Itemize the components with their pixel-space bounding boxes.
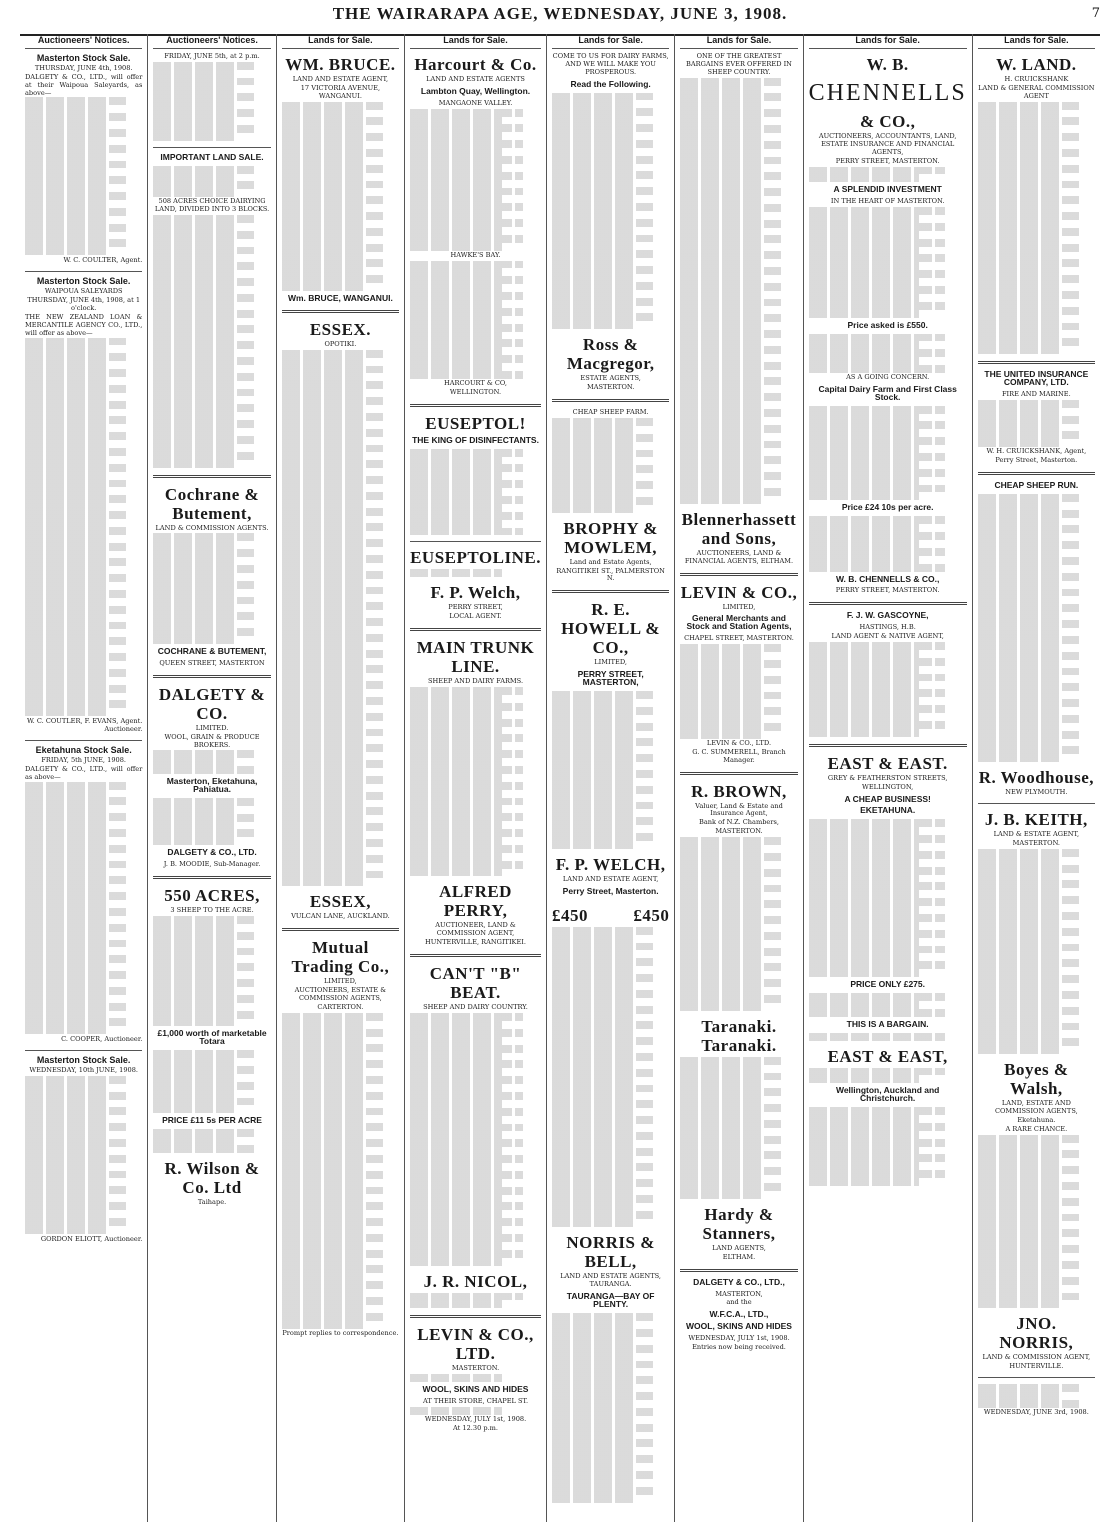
advert-location: EKETAHUNA.	[860, 805, 916, 816]
advert-subheading: AS A GOING CONCERN.	[846, 372, 930, 381]
advert-title: R. Woodhouse,	[978, 768, 1094, 788]
advert-title: Mutual Trading Co.,	[291, 938, 390, 977]
column-4	[405, 34, 547, 1522]
notice-signature: C. COOPER, Auctioneer.	[61, 1035, 143, 1044]
advert-signature: HARCOURT & CO,	[444, 378, 507, 387]
advert-title: J. R. NICOL,	[423, 1271, 528, 1291]
advert-location: MASTERTON.	[586, 383, 635, 392]
advert-subtitle: FIRE AND MARINE.	[1001, 389, 1071, 398]
advert-title: Hardy & Stanners,	[702, 1204, 776, 1243]
advert-title: ALFRED PERRY,	[439, 882, 512, 921]
advert-address: PERRY STREET, MASTERTON.	[835, 586, 940, 595]
notice-heading: Eketahuna Stock Sale.	[35, 745, 132, 756]
advert-title: DALGETY & CO., LTD.	[167, 847, 257, 858]
advert-address: RANGITIKEI ST., PALMERSTON N.	[556, 566, 665, 583]
advert-subtitle: AUCTIONEERS, ACCOUNTANTS, LAND, ESTATE INSURANCE AND FINANCIAL AGENTS,	[818, 131, 957, 156]
advert-locations: Masterton, Eketahuna, Pahiatua.	[166, 776, 258, 794]
advert-highlight: £1,000 worth of marketable Totara	[157, 1028, 267, 1047]
advert-signature: G. C. SUMMERELL, Branch Manager.	[692, 747, 786, 764]
advert-subheading: HAWKE'S BAY.	[450, 250, 501, 259]
notice-signature: W. C. COUTLER, F. EVANS, Agent. Auctioneer.	[27, 717, 143, 734]
advert-address: GREY & FEATHERSTON STREETS,	[827, 773, 948, 782]
advert-title: Harcourt & Co.	[414, 54, 537, 74]
column-header: Auctioneers' Notices.	[25, 34, 142, 49]
advert-subtitle: ESTATE AGENTS,	[580, 374, 641, 383]
advert-subtitle: QUEEN STREET, MASTERTON	[159, 658, 265, 667]
advert-location: HUNTERVILLE.	[1009, 1362, 1064, 1371]
notice-date: WEDNESDAY, 10th JUNE, 1908.	[29, 1066, 139, 1074]
column-header: Lands for Sale.	[282, 34, 399, 49]
advert-subtitle: LAND & GENERAL COMMISSION AGENT	[978, 83, 1095, 100]
advert-price: Price asked is £550.	[847, 319, 928, 330]
advert-location: Eketahuna.	[1017, 1115, 1056, 1124]
advert-subtitle: Taihape.	[197, 1197, 227, 1206]
advert-location: MASTERTON,	[715, 1289, 763, 1298]
page-number: 7	[1091, 6, 1100, 21]
advert-title: THE UNITED INSURANCE COMPANY, LTD.	[984, 369, 1089, 388]
column-5	[547, 34, 675, 1522]
column-header: Lands for Sale.	[680, 34, 797, 49]
advert-price: Price £24 10s per acre.	[841, 502, 934, 513]
advert-signature: W. H. CRUICKSHANK, Agent,	[986, 447, 1087, 456]
imprint-date: WEDNESDAY, JUNE 3rd, 1908.	[983, 1407, 1089, 1416]
notice-signature: W. C. COULTER, Agent.	[63, 256, 143, 265]
advert-title: MAIN TRUNK LINE.	[416, 638, 535, 677]
advert-price: £450	[633, 905, 670, 925]
advert-subtitle: PERRY STREET,	[448, 603, 503, 612]
advert-location: CARTERTON.	[317, 1003, 364, 1011]
advert-subtitle: LIMITED,	[722, 602, 756, 611]
advert-address: Lambton Quay, Wellington.	[420, 85, 531, 96]
advert-subtitle: H. CRUICKSHANK	[1004, 74, 1069, 83]
advert-location: ELTHAM.	[722, 1252, 756, 1261]
advert-subtitle: LIMITED.	[195, 723, 229, 732]
advert-address: PERRY STREET, MASTERTON,	[577, 669, 644, 688]
advert-subtitle: J. B. MOODIE, Sub-Manager.	[163, 860, 261, 869]
advert-title: R. Wilson & Co. Ltd	[164, 1158, 260, 1197]
advert-title: R. E. HOWELL & CO.,	[561, 600, 661, 658]
advert-subtitle: AUCTIONEER, LAND & COMMISSION AGENT,	[435, 921, 516, 938]
advert-subtitle: LAND & COMMISSION AGENT,	[982, 1353, 1091, 1362]
advert-location: HASTINGS, H.B.	[859, 623, 916, 632]
advert-title: COCHRANE & BUTEMENT,	[157, 645, 267, 656]
advert-subtitle: AUCTIONEERS, LAND & FINANCIAL AGENTS, ELTHAM.	[684, 548, 794, 565]
advert-subheading: MANGAONE VALLEY.	[438, 98, 513, 107]
advert-subtitle: SHEEP AND DAIRY COUNTRY.	[423, 1003, 528, 1012]
column-6	[675, 34, 803, 1522]
advert-title: Cochrane & Butement,	[164, 484, 260, 523]
advert-subtitle: THE KING OF DISINFECTANTS.	[412, 434, 539, 445]
advert-title: ESSEX.	[309, 319, 371, 339]
advert-title: F. P. Welch,	[430, 583, 521, 603]
advert-subtitle: WOOL, GRAIN & PRODUCE BROKERS.	[164, 732, 260, 749]
advert-subtitle: and the	[726, 1298, 752, 1307]
advert-price: PRICE ONLY £275.	[850, 979, 925, 990]
advert-subheading: A SPLENDID INVESTMENT	[833, 184, 942, 195]
advert-signature: Wm. BRUCE, WANGANUI.	[287, 293, 393, 303]
advert-title: CHENNELLS	[808, 79, 967, 106]
advert-lead: ONE OF THE GREATEST BARGAINS EVER OFFERED IN SHEEP COUNTRY.	[686, 51, 792, 76]
advert-title: JNO. NORRIS,	[999, 1314, 1074, 1353]
advert-time: At 12.30 p.m.	[453, 1423, 499, 1432]
notice-subheading: 508 ACRES CHOICE DAIRYING LAND, DIVIDED INTO 3 BLOCKS.	[154, 197, 270, 214]
advert-footer: Prompt replies to correspondence.	[282, 1328, 399, 1337]
advert-subheading: IN THE HEART OF MASTERTON.	[830, 197, 945, 206]
advert-title: W. B.	[866, 54, 909, 74]
advert-subtitle: Bank of N.Z. Chambers,	[699, 818, 779, 827]
advert-highlight: WOOL, SKINS AND HIDES	[422, 1384, 529, 1395]
advert-price: PRICE £11 5s PER ACRE	[162, 1115, 262, 1126]
notice-date: THURSDAY, JUNE 4th, 1908, at 1 o'clock.	[27, 295, 141, 312]
advert-title: EAST & EAST,	[827, 1046, 948, 1066]
advert-title: CAN'T "B" BEAT.	[429, 964, 522, 1003]
advert-date: WEDNESDAY, JULY 1st, 1908.	[424, 1414, 527, 1423]
advert-title: LEVIN & CO.,	[680, 582, 798, 602]
advert-address: AT THEIR STORE, CHAPEL ST.	[422, 1397, 529, 1406]
notice-subheading: WAIPOUA SALEYARDS	[44, 287, 123, 296]
advert-title: J. B. KEITH,	[984, 810, 1088, 830]
advert-subtitle: LAND AND ESTATE AGENT,	[562, 874, 659, 883]
advert-location: MASTERTON.	[451, 1364, 500, 1373]
notice-heading: IMPORTANT LAND SALE.	[160, 151, 264, 162]
notice-date: FRIDAY, JUNE 5th, at 2 p.m.	[164, 51, 260, 60]
advert-signature: LEVIN & CO., LTD.	[706, 738, 772, 747]
column-header: Auctioneers' Notices.	[153, 34, 270, 49]
advert-subtitle: LAND AND ESTATE AGENTS,	[560, 1271, 661, 1280]
advert-title: CHEAP SHEEP RUN.	[994, 480, 1079, 490]
advert-title: LEVIN & CO., LTD.	[417, 1325, 534, 1364]
advert-title: BROPHY & MOWLEM,	[563, 518, 658, 557]
advert-subtitle: LAND AND ESTATE AGENT,	[292, 74, 389, 83]
advert-subheading: Capital Dairy Farm and First Class Stock.	[818, 383, 957, 402]
advert-subtitle: LAND AGENTS,	[712, 1243, 766, 1252]
advert-address: Perry Street, Masterton.	[562, 885, 659, 896]
advert-price: £450	[551, 905, 588, 925]
column-3	[277, 34, 405, 1522]
advert-title: Boyes & Walsh,	[1004, 1060, 1069, 1099]
advert-title: DALGETY & CO.	[158, 684, 266, 723]
advert-subtitle: 3 SHEEP TO THE ACRE.	[170, 906, 254, 915]
advert-title: WM. BRUCE.	[285, 54, 396, 74]
advert-title: DALGETY & CO., LTD.,	[693, 1276, 785, 1287]
advert-title: EAST & EAST.	[827, 753, 948, 773]
notice-lead: DALGETY & CO., LTD., will offer as above—	[25, 764, 143, 781]
advert-title: W. LAND.	[996, 54, 1077, 74]
advert-highlight: WOOL, SKINS AND HIDES	[686, 1321, 792, 1332]
advert-signature: W. B. CHENNELLS & CO.,	[835, 573, 940, 584]
advert-subheading: THIS IS A BARGAIN.	[846, 1018, 929, 1029]
newspaper-title: THE WAIRARAPA AGE, WEDNESDAY, JUNE 3, 1908.	[332, 4, 788, 23]
advert-footer: Entries now being received.	[692, 1343, 786, 1352]
advert-title: F. P. WELCH,	[555, 854, 666, 874]
advert-title: 550 ACRES,	[164, 886, 260, 906]
advert-subtitle: Land and Estate Agents,	[569, 557, 652, 566]
column-header: Lands for Sale.	[552, 34, 669, 49]
column-header: Lands for Sale.	[410, 34, 541, 49]
advert-address: Perry Street, Masterton.	[995, 456, 1078, 465]
advert-locations: Wellington, Auckland and Christchurch.	[835, 1085, 940, 1104]
advert-title: F. J. W. GASCOYNE,	[846, 610, 929, 621]
advert-subtitle: VULCAN LANE, AUCKLAND.	[291, 912, 390, 921]
masthead	[20, 4, 1100, 36]
advert-title: Ross & Macgregor,	[566, 335, 655, 374]
advert-subtitle: LAND & COMMISSION AGENTS.	[155, 523, 269, 532]
advert-location: MASTERTON.	[1012, 839, 1061, 847]
advert-subtitle: OPOTIKI.	[324, 339, 357, 348]
column-8	[973, 34, 1100, 1522]
notice-date: THURSDAY, JUNE 4th, 1908.	[34, 63, 133, 72]
column-2	[148, 34, 276, 1522]
advert-subheading: TAURANGA—BAY OF PLENTY.	[566, 1291, 655, 1310]
column-header: Lands for Sale.	[978, 34, 1095, 49]
notice-lead: THE NEW ZEALAND LOAN & MERCANTILE AGENCY CO., LTD., will offer as above—	[25, 312, 143, 337]
advert-subtitle: HUNTERVILLE, RANGITIKEI.	[425, 938, 526, 947]
advert-lead: COME TO US FOR DAIRY FARMS, AND WE WILL MAKE YOU PROSPEROUS.	[552, 51, 669, 76]
column-header: Lands for Sale.	[809, 34, 967, 49]
advert-subtitle: AUCTIONEERS, ESTATE & COMMISSION AGENTS,	[294, 986, 387, 1003]
notice-heading: Masterton Stock Sale.	[36, 276, 131, 287]
advert-subtitle: LIMITED,	[324, 977, 357, 986]
advert-title: W.F.C.A., LTD.,	[709, 1309, 769, 1320]
notice-signature: GORDON ELIOTT, Auctioneer.	[40, 1234, 143, 1243]
advert-subtitle: LAND & ESTATE AGENT,	[993, 830, 1080, 839]
advert-location: TAURANGA.	[589, 1280, 632, 1289]
advert-subtitle: LIMITED,	[594, 658, 627, 667]
advert-subtitle: SHEEP AND DAIRY FARMS.	[427, 677, 524, 686]
advert-title: NORRIS & BELL,	[566, 1232, 655, 1271]
advert-subheading: CHEAP SHEEP FARM.	[572, 408, 649, 417]
advert-subheading: Read the Following.	[570, 78, 651, 89]
advert-address: 17 VICTORIA AVENUE, WANGANUI.	[300, 83, 381, 100]
advert-subtitle: LAND, ESTATE AND COMMISSION AGENTS,	[994, 1099, 1078, 1115]
advert-subtitle: LAND AGENT & NATIVE AGENT,	[831, 632, 944, 641]
advert-title: Blennerhassett and Sons,	[681, 509, 797, 548]
advert-subtitle: LAND AND ESTATE AGENTS	[426, 74, 525, 83]
advert-location: NEW PLYMOUTH.	[1005, 788, 1068, 797]
notice-date: FRIDAY, 5th JUNE, 1908.	[41, 755, 127, 764]
advert-title: Taranaki. Taranaki.	[701, 1016, 777, 1055]
advert-subtitle: LOCAL AGENT.	[449, 612, 502, 621]
advert-subheading: A RARE CHANCE.	[1005, 1124, 1068, 1133]
notice-lead: DALGETY & CO., LTD., will offer at their Waipoua Saleyards, as above—	[25, 72, 143, 97]
advert-address: CHAPEL STREET, MASTERTON.	[684, 634, 794, 643]
columns-container	[20, 34, 1100, 1522]
advert-title: EUSEPTOLINE.	[410, 548, 541, 568]
advert-address: PERRY STREET, MASTERTON.	[835, 156, 940, 165]
advert-subtitle: Valuer, Land & Estate and Insurance Agent,	[695, 801, 783, 818]
column-1	[20, 34, 148, 1522]
notice-heading: Masterton Stock Sale.	[36, 52, 131, 63]
notice-heading: Masterton Stock Sale.	[36, 1055, 131, 1066]
advert-date: WEDNESDAY, JULY 1st, 1908.	[688, 1334, 790, 1343]
advert-subheading: General Merchants and Stock and Station Agents,	[686, 613, 792, 632]
column-7	[804, 34, 973, 1522]
advert-title: EUSEPTOL!	[425, 413, 526, 433]
advert-title: R. BROWN,	[691, 781, 787, 801]
advert-location: MASTERTON.	[715, 827, 763, 836]
advert-title: & CO.,	[859, 111, 916, 131]
advert-title: ESSEX,	[309, 892, 371, 912]
advert-location: WELLINGTON,	[862, 782, 914, 791]
advert-location: WELLINGTON.	[449, 387, 502, 396]
advert-subheading: A CHEAP BUSINESS!	[844, 793, 931, 804]
